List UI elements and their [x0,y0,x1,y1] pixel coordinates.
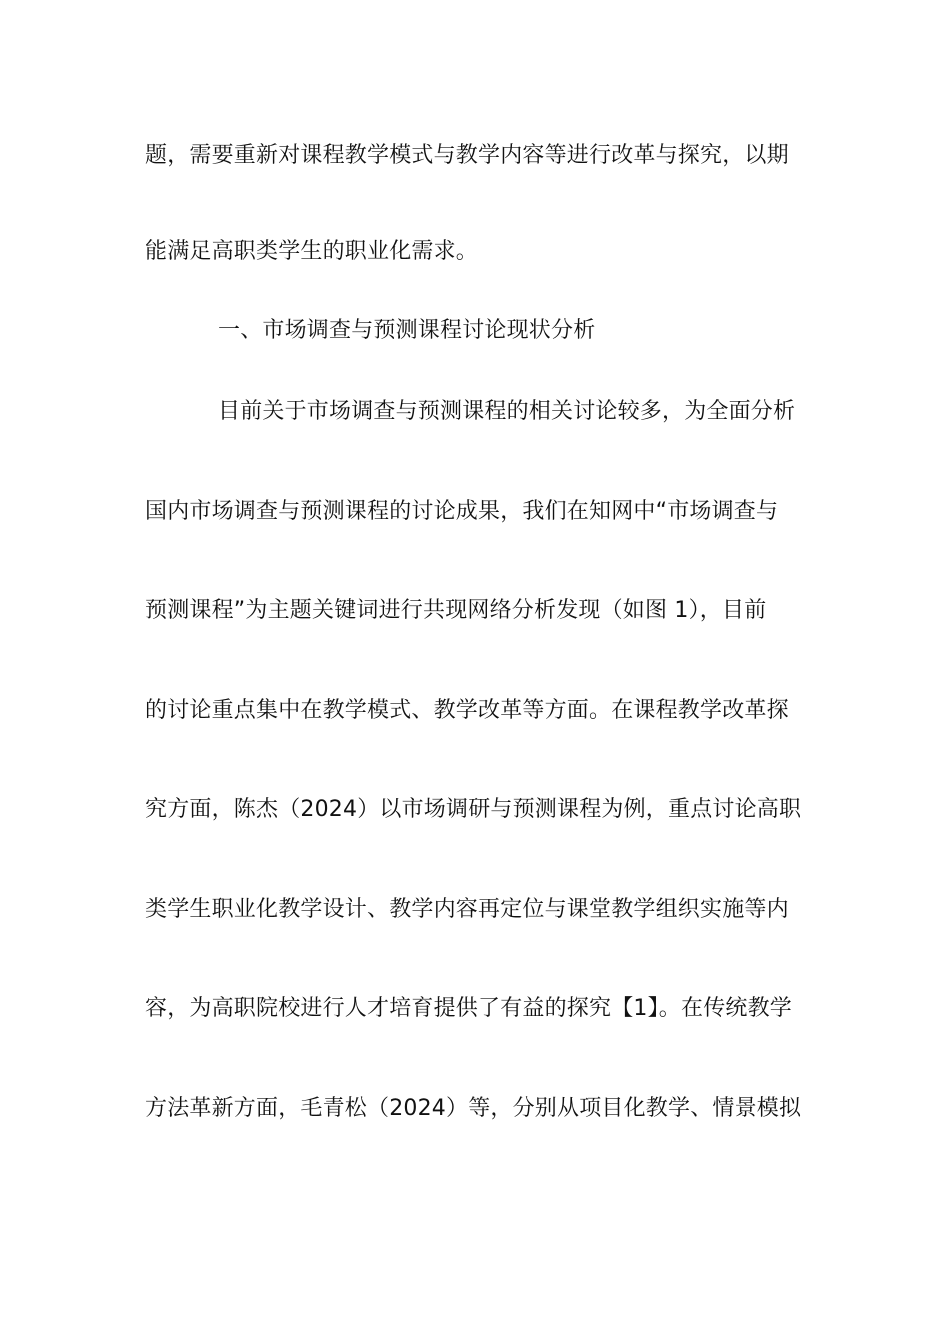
paragraph-line: 类学生职业化教学设计、教学内容再定位与课堂教学组织实施等内 [145,897,789,922]
paragraph-line: 题，需要重新对课程教学模式与教学内容等进行改革与探究，以期 [145,143,789,168]
paragraph-line: 能满足高职类学生的职业化需求。 [145,239,479,264]
paragraph-line: 方法革新方面，毛青松（2024）等，分别从项目化教学、情景模拟 [145,1096,802,1121]
paragraph-line: 究方面，陈杰（2024）以市场调研与预测课程为例，重点讨论高职 [145,797,802,822]
paragraph-line: 容，为高职院校进行人才培育提供了有益的探究【1】。在传统教学 [145,996,792,1021]
paragraph-line: 预测课程”为主题关键词进行共现网络分析发现（如图 1），目前 [145,598,767,623]
section-heading: 一、市场调查与预测课程讨论现状分析 [218,318,596,343]
paragraph-line: 的讨论重点集中在教学模式、教学改革等方面。在课程教学改革探 [145,698,789,723]
paragraph-line: 目前关于市场调查与预测课程的相关讨论较多，为全面分析 [218,399,796,424]
paragraph-line: 国内市场调查与预测课程的讨论成果，我们在知网中“市场调查与 [145,499,779,524]
